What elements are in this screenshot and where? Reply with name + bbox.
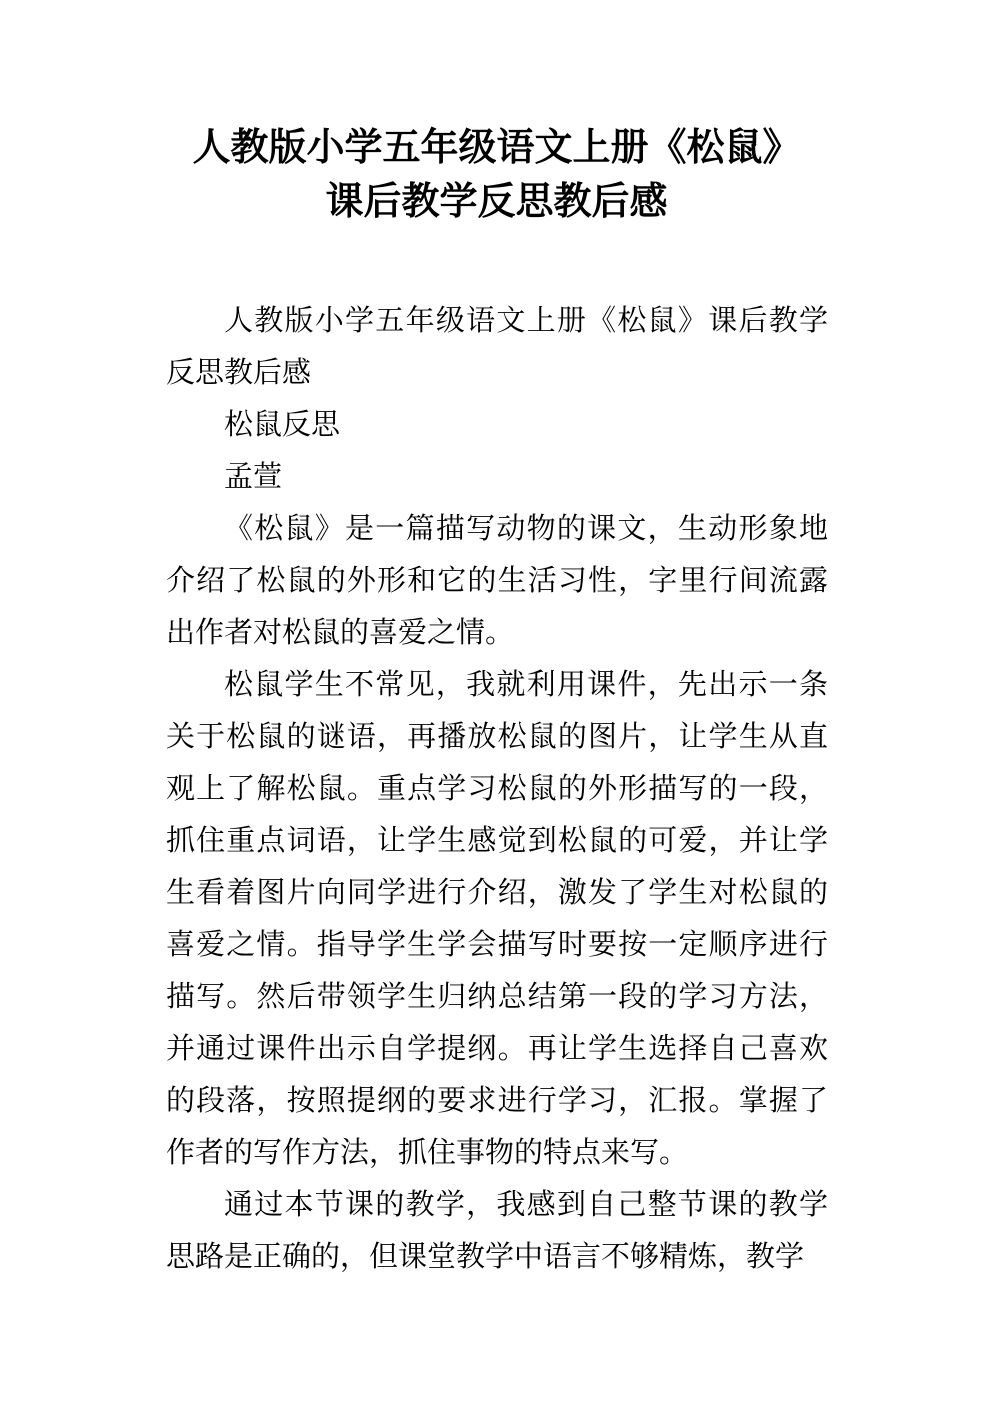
- title-line-2: 课后教学反思教后感: [325, 179, 668, 223]
- paragraph-summary: 《松鼠》是一篇描写动物的课文，生动形象地介绍了松鼠的外形和它的生活习性，字里行间流露出作者对松鼠的喜爱之情。: [166, 511, 828, 649]
- paragraph-author: 孟萱: [224, 459, 283, 493]
- paragraph-subtitle: 松鼠反思: [224, 407, 341, 441]
- document-body: [166, 294, 828, 1282]
- document-title: [100, 120, 893, 228]
- paragraph-intro: 人教版小学五年级语文上册《松鼠》课后教学反思教后感: [166, 303, 828, 389]
- paragraph-lesson-process: 松鼠学生不常见，我就利用课件，先出示一条关于松鼠的谜语，再播放松鼠的图片，让学生从直观上了解松鼠。重点学习松鼠的外形描写的一段，抓住重点词语，让学生感觉到松鼠的可爱，并让学生看着图片向同学进行介绍，激发了学生对松鼠的喜爱之情。指导学生学会描写时要按一定顺序进行描写。然后带领学生归纳总结第一段的学习方法，并通过课件出示自学提纲。再让学生选择自己喜欢的段落，按照提纲的要求进行学习，汇报。掌握了作者的写作方法，抓住事物的特点来写。: [166, 667, 828, 1169]
- paragraph-reflection: 通过本节课的教学，我感到自己整节课的教学思路是正确的，但课堂教学中语言不够精炼，教学: [166, 1187, 828, 1273]
- title-line-1: 人教版小学五年级语文上册《松鼠》: [192, 125, 801, 169]
